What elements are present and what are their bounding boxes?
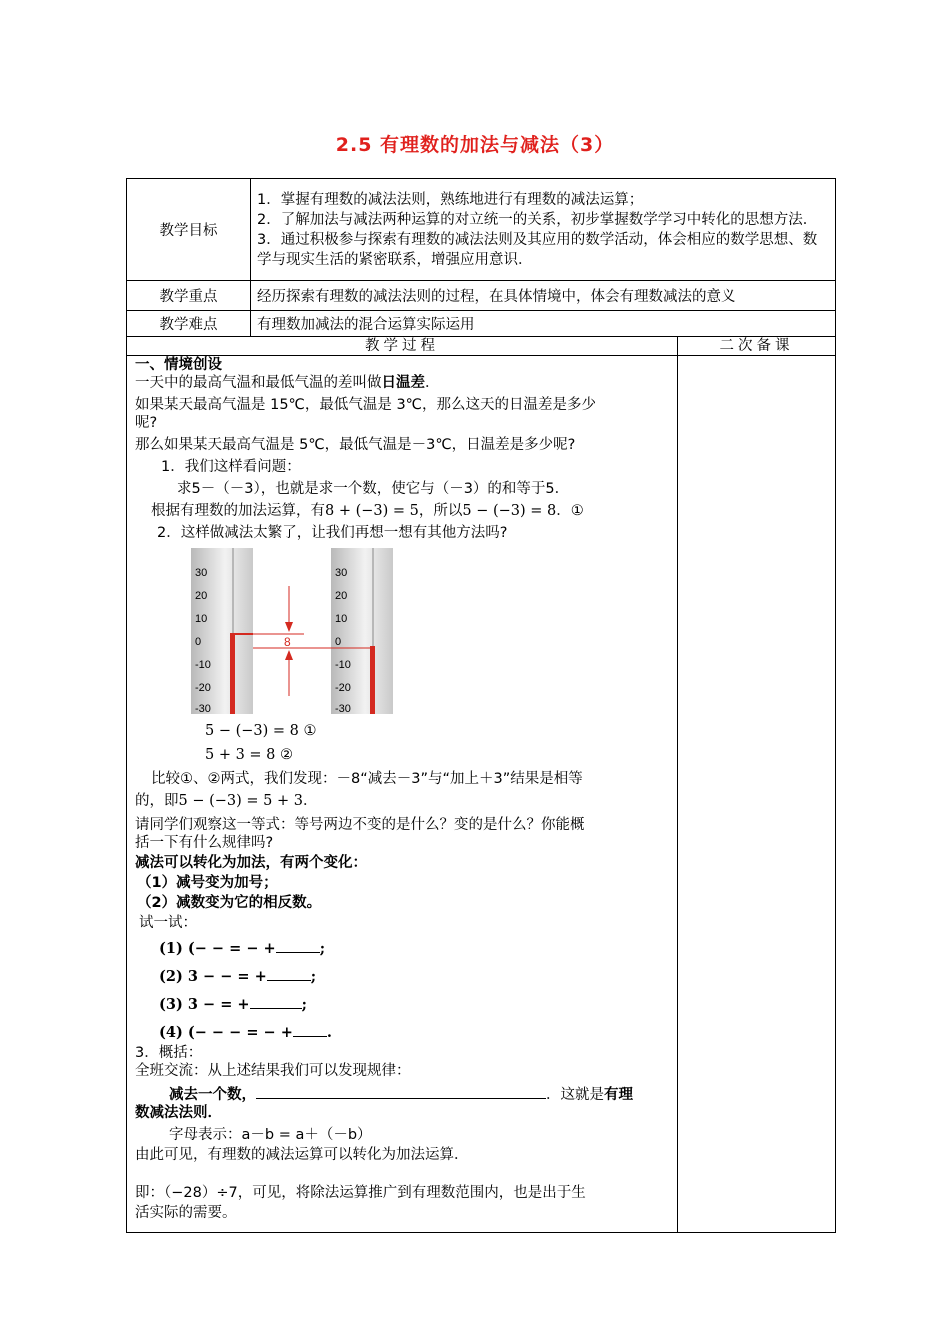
tick-label: 30 [195,567,208,579]
thermometer-left [191,548,253,715]
tick-label: 0 [335,636,342,648]
text-line: 2．这样做减法太繁了，让我们再想一想有其他方法吗? [157,525,508,541]
text-line: 求5－（－3），也就是求一个数，使它与（－3）的和等于5． [177,481,570,497]
objective-item: 2．了解加法与减法两种运算的对立统一的关系，初步掌握数学学习中转化的思想方法． [257,211,818,228]
notes-header: 二次备课 [678,337,836,356]
exercise-1: (1) (− − = − + ; [159,940,326,957]
process-header: 教学过程 [127,337,678,356]
text-line: 由此可见，有理数的减法运算可以转化为加法运算． [135,1147,469,1163]
text-line: 试一试： [139,915,197,931]
rule-item: （2）减数变为它的相反数。 [137,895,322,911]
tick-label: 10 [335,613,348,625]
objectives-label: 教学目标 [127,179,251,281]
objective-item: 1．掌握有理数的减法法则，熟练地进行有理数的减法运算； [257,191,644,208]
thermometer-figure [189,546,399,716]
difficulty-text: 有理数加减法的混合运算实际运用 [251,311,836,337]
text-line: 全班交流：从上述结果我们可以发现规律： [135,1063,411,1079]
tick-label: 20 [195,590,208,602]
tick-label: -20 [195,682,211,694]
objectives-content [251,179,836,281]
rule-title: 减法可以转化为加法，有两个变化： [135,855,367,871]
objective-item: 3．通过积极参与探索有理数的减法法则及其应用的数学活动，体会相应的数学思想、数学与现实生活的紧密联系，增强应用意识． [257,231,818,268]
tick-label: -30 [335,703,351,715]
text-line: 比较①、②两式，我们发现：－8“减去－3”与“加上＋3”结果是相等 [151,771,583,787]
text-line: 那么如果某天最高气温是 5℃，最低气温是－3℃，日温差是多少呢? [135,437,576,453]
gap-label: 8 [284,635,291,649]
exercise-2: (2) 3 − − = + ; [159,968,317,985]
text-line: 数减法法则． [135,1105,222,1121]
tick-label: -10 [335,659,351,671]
process-cell [127,356,678,1233]
text-line: 的，即5 − (−3) = 5 + 3． [135,793,318,809]
text-line: 呢? [135,415,158,431]
difficulty-label: 教学难点 [127,311,251,337]
equation-2: 5 + 3 = 8 ② [205,747,294,763]
tick-label: 20 [335,590,348,602]
thermometer-right [331,548,393,715]
text-line: 括一下有什么规律吗? [135,835,274,851]
text-line: 如果某天最高气温是 15℃，最低气温是 3℃，那么这天的日温差是多少 [135,397,596,413]
text-line: 字母表示：a－b = a＋（－b） [169,1127,372,1143]
lesson-table [126,178,836,1233]
tick-label: -10 [195,659,211,671]
rule-statement: 减去一个数， ．这就是有理 [169,1084,633,1104]
text-line: 一天中的最高气温和最低气温的差叫做日温差． [135,375,440,391]
text-line: 活实际的需要。 [135,1205,237,1221]
text-line: 1．我们这样看问题： [161,459,301,475]
section-heading: 一、情境创设 [135,357,222,373]
tick-label: 30 [335,567,348,579]
exercise-4: (4) (− − − = − + . [159,1024,332,1041]
exercise-3: (3) 3 − = + ; [159,996,307,1013]
text-line: 即：（−28）÷7，可见，将除法运算推广到有理数范围内，也是出于生 [135,1185,586,1201]
key-point-text: 经历探索有理数的减法法则的过程，在具体情境中，体会有理数减法的意义 [251,281,836,311]
rule-item: （1）减号变为加号； [137,875,278,891]
notes-cell [678,356,836,1233]
text-line: 根据有理数的加法运算，有8 + (−3) = 5，所以5 − (−3) = 8．① [151,503,584,519]
text-line: 3．概括： [135,1045,203,1061]
tick-label: 0 [195,636,202,648]
text-line: 请同学们观察这一等式：等号两边不变的是什么？变的是什么？你能概 [135,817,585,833]
tick-label: -20 [335,682,351,694]
equation-1: 5 − (−3) = 8 ① [205,723,317,739]
tick-label: -30 [195,703,211,715]
page-title: 2.5 有理数的加法与减法（3） [335,134,615,156]
key-point-label: 教学重点 [127,281,251,311]
tick-label: 10 [195,613,208,625]
